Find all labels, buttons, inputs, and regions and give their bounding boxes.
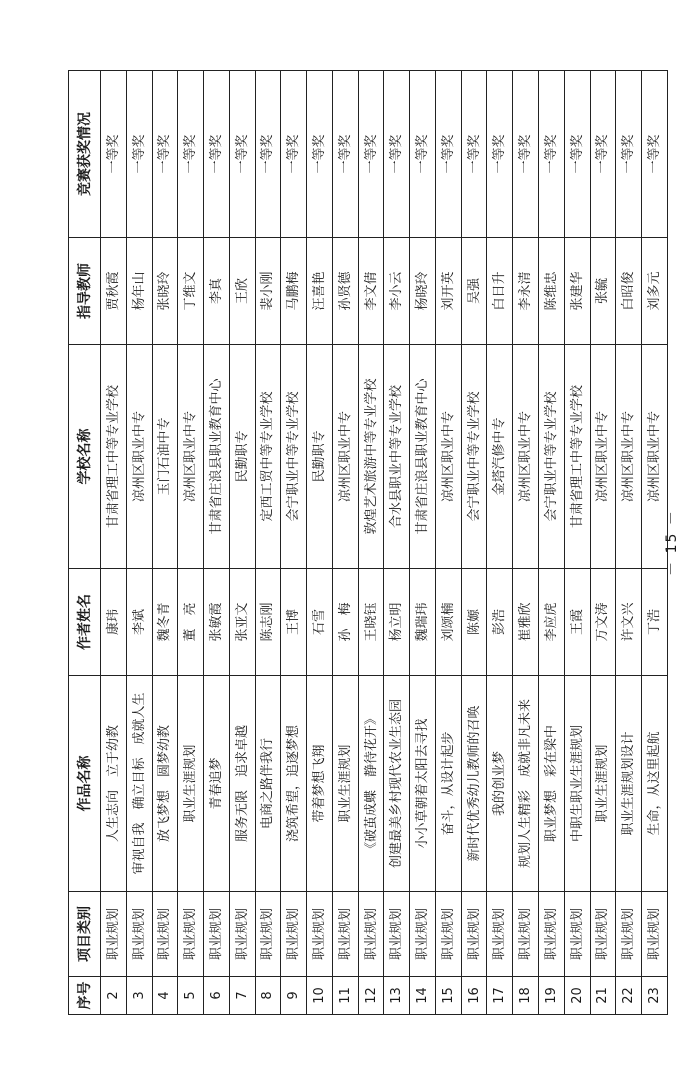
cell-author: 魏冬青 xyxy=(152,569,178,676)
cell-school: 合水县职业中等专业学校 xyxy=(384,345,410,569)
cell-author: 刘颂楠 xyxy=(435,569,461,676)
cell-teacher: 白昭俊 xyxy=(616,238,642,345)
cell-teacher: 杨年山 xyxy=(126,238,152,345)
cell-author: 康玮 xyxy=(101,569,127,676)
cell-award: 一等奖 xyxy=(332,71,358,238)
cell-category: 职业规划 xyxy=(126,892,152,977)
cell-award: 一等奖 xyxy=(384,71,410,238)
cell-award: 一等奖 xyxy=(590,71,616,238)
cell-author: 陈嫄 xyxy=(461,569,487,676)
cell-school: 凉州区职业中专 xyxy=(435,345,461,569)
table-row xyxy=(513,71,539,1015)
table-row xyxy=(332,71,358,1015)
cell-work: 生命，从这里起航 xyxy=(642,676,668,892)
cell-work: 新时代优秀幼儿教师的召唤 xyxy=(461,676,487,892)
cell-school: 定西工贸中等专业学校 xyxy=(255,345,281,569)
cell-teacher: 刘开英 xyxy=(435,238,461,345)
cell-no: 2 xyxy=(101,977,127,1015)
cell-award: 一等奖 xyxy=(178,71,204,238)
table-body xyxy=(101,71,668,1015)
cell-no: 4 xyxy=(152,977,178,1015)
cell-school: 凉州区职业中专 xyxy=(616,345,642,569)
cell-author: 王晓钰 xyxy=(358,569,384,676)
cell-category: 职业规划 xyxy=(487,892,513,977)
cell-author: 张亚文 xyxy=(229,569,255,676)
cell-school: 民勤职专 xyxy=(307,345,333,569)
cell-author: 陈志刚 xyxy=(255,569,281,676)
table-row xyxy=(564,71,590,1015)
cell-work: 我的创业梦 xyxy=(487,676,513,892)
cell-no: 14 xyxy=(410,977,436,1015)
cell-category: 职业规划 xyxy=(461,892,487,977)
cell-teacher: 张晓玲 xyxy=(152,238,178,345)
cell-author: 彭浩 xyxy=(487,569,513,676)
table-row xyxy=(410,71,436,1015)
cell-author: 李应虎 xyxy=(539,569,565,676)
table-row xyxy=(539,71,565,1015)
table-row xyxy=(487,71,513,1015)
awards-table xyxy=(68,70,668,1015)
table-row xyxy=(101,71,127,1015)
cell-author: 崔雅欣 xyxy=(513,569,539,676)
cell-no: 8 xyxy=(255,977,281,1015)
cell-award: 一等奖 xyxy=(539,71,565,238)
cell-award: 一等奖 xyxy=(126,71,152,238)
cell-category: 职业规划 xyxy=(281,892,307,977)
cell-category: 职业规划 xyxy=(410,892,436,977)
cell-award: 一等奖 xyxy=(358,71,384,238)
cell-award: 一等奖 xyxy=(152,71,178,238)
cell-award: 一等奖 xyxy=(410,71,436,238)
cell-no: 3 xyxy=(126,977,152,1015)
cell-author: 王霞 xyxy=(564,569,590,676)
table-row xyxy=(229,71,255,1015)
cell-category: 职业规划 xyxy=(642,892,668,977)
cell-teacher: 孙贤德 xyxy=(332,238,358,345)
cell-work: 人生志向 立于幼教 xyxy=(101,676,127,892)
cell-category: 职业规划 xyxy=(101,892,127,977)
header-teacher: 指导教师 xyxy=(69,238,101,345)
cell-author: 魏瑞玮 xyxy=(410,569,436,676)
cell-category: 职业规划 xyxy=(564,892,590,977)
cell-category: 职业规划 xyxy=(332,892,358,977)
cell-award: 一等奖 xyxy=(564,71,590,238)
page-number: － 15 － xyxy=(664,509,680,576)
cell-work: 《破茧成蝶 静待花开》 xyxy=(358,676,384,892)
cell-no: 6 xyxy=(204,977,230,1015)
cell-teacher: 陈维忠 xyxy=(539,238,565,345)
cell-teacher: 刘多元 xyxy=(642,238,668,345)
cell-work: 职业生涯规划 xyxy=(178,676,204,892)
cell-no: 7 xyxy=(229,977,255,1015)
cell-no: 15 xyxy=(435,977,461,1015)
cell-work: 电商之路伴我行 xyxy=(255,676,281,892)
header-award: 竞赛获奖情况 xyxy=(69,71,101,238)
cell-work: 浇筑希望，追逐梦想 xyxy=(281,676,307,892)
table-row xyxy=(178,71,204,1015)
cell-teacher: 贾秋霞 xyxy=(101,238,127,345)
cell-category: 职业规划 xyxy=(358,892,384,977)
cell-award: 一等奖 xyxy=(435,71,461,238)
cell-teacher: 张毓 xyxy=(590,238,616,345)
cell-school: 会宁职业中等专业学校 xyxy=(461,345,487,569)
table-row xyxy=(281,71,307,1015)
cell-work: 青春追梦 xyxy=(204,676,230,892)
cell-award: 一等奖 xyxy=(616,71,642,238)
cell-award: 一等奖 xyxy=(513,71,539,238)
cell-category: 职业规划 xyxy=(152,892,178,977)
cell-no: 21 xyxy=(590,977,616,1015)
cell-school: 甘肃省理工中等专业学校 xyxy=(564,345,590,569)
cell-work: 职业生涯规划设计 xyxy=(616,676,642,892)
table-row xyxy=(461,71,487,1015)
cell-teacher: 李小云 xyxy=(384,238,410,345)
cell-author: 丁浩 xyxy=(642,569,668,676)
table-row xyxy=(384,71,410,1015)
cell-author: 张敏霞 xyxy=(204,569,230,676)
cell-work: 服务无限 追求卓越 xyxy=(229,676,255,892)
cell-teacher: 李永清 xyxy=(513,238,539,345)
cell-teacher: 张建华 xyxy=(564,238,590,345)
cell-work: 奋斗，从设计起步 xyxy=(435,676,461,892)
cell-category: 职业规划 xyxy=(178,892,204,977)
cell-no: 12 xyxy=(358,977,384,1015)
cell-teacher: 李真 xyxy=(204,238,230,345)
cell-award: 一等奖 xyxy=(307,71,333,238)
cell-school: 凉州区职业中专 xyxy=(126,345,152,569)
cell-award: 一等奖 xyxy=(461,71,487,238)
cell-author: 王博 xyxy=(281,569,307,676)
cell-award: 一等奖 xyxy=(101,71,127,238)
cell-school: 甘肃省理工中等专业学校 xyxy=(101,345,127,569)
cell-category: 职业规划 xyxy=(384,892,410,977)
cell-work: 审视自我 确立目标 成就人生 xyxy=(126,676,152,892)
table-header-row xyxy=(69,71,101,1015)
cell-work: 创建最美乡村现代农业生态园 xyxy=(384,676,410,892)
cell-school: 凉州区职业中专 xyxy=(332,345,358,569)
cell-author: 孙 梅 xyxy=(332,569,358,676)
cell-school: 凉州区职业中专 xyxy=(642,345,668,569)
header-author: 作者姓名 xyxy=(69,569,101,676)
cell-category: 职业规划 xyxy=(590,892,616,977)
cell-work: 职业生涯规划 xyxy=(590,676,616,892)
cell-category: 职业规划 xyxy=(513,892,539,977)
cell-school: 甘肃省庄浪县职业教育中心 xyxy=(204,345,230,569)
header-school: 学校名称 xyxy=(69,345,101,569)
cell-no: 20 xyxy=(564,977,590,1015)
cell-school: 凉州区职业中专 xyxy=(178,345,204,569)
cell-award: 一等奖 xyxy=(255,71,281,238)
cell-teacher: 吴强 xyxy=(461,238,487,345)
cell-school: 民勤职专 xyxy=(229,345,255,569)
cell-category: 职业规划 xyxy=(255,892,281,977)
cell-school: 敦煌艺术旅游中等专业学校 xyxy=(358,345,384,569)
cell-no: 5 xyxy=(178,977,204,1015)
table-row xyxy=(358,71,384,1015)
cell-school: 凉州区职业中专 xyxy=(590,345,616,569)
cell-no: 13 xyxy=(384,977,410,1015)
cell-author: 李斌 xyxy=(126,569,152,676)
cell-no: 17 xyxy=(487,977,513,1015)
header-category: 项目类别 xyxy=(69,892,101,977)
cell-category: 职业规划 xyxy=(307,892,333,977)
cell-work: 带着梦想飞翔 xyxy=(307,676,333,892)
cell-work: 小小草朝着太阳去寻找 xyxy=(410,676,436,892)
cell-category: 职业规划 xyxy=(204,892,230,977)
cell-no: 19 xyxy=(539,977,565,1015)
cell-school: 凉州区职业中专 xyxy=(513,345,539,569)
cell-no: 10 xyxy=(307,977,333,1015)
cell-teacher: 白日升 xyxy=(487,238,513,345)
cell-author: 万文涛 xyxy=(590,569,616,676)
cell-no: 22 xyxy=(616,977,642,1015)
cell-school: 甘肃省庄浪县职业教育中心 xyxy=(410,345,436,569)
cell-no: 16 xyxy=(461,977,487,1015)
cell-category: 职业规划 xyxy=(539,892,565,977)
cell-award: 一等奖 xyxy=(204,71,230,238)
cell-category: 职业规划 xyxy=(616,892,642,977)
cell-teacher: 汪喜艳 xyxy=(307,238,333,345)
cell-no: 23 xyxy=(642,977,668,1015)
table-row xyxy=(204,71,230,1015)
cell-school: 玉门石油中专 xyxy=(152,345,178,569)
table-row xyxy=(126,71,152,1015)
cell-school: 金塔汽修中专 xyxy=(487,345,513,569)
cell-teacher: 李文倩 xyxy=(358,238,384,345)
cell-school: 会宁职业中等专业学校 xyxy=(281,345,307,569)
cell-award: 一等奖 xyxy=(281,71,307,238)
cell-school: 会宁职业中等专业学校 xyxy=(539,345,565,569)
cell-work: 中职生职业生涯规划 xyxy=(564,676,590,892)
cell-teacher: 裴小刚 xyxy=(255,238,281,345)
cell-award: 一等奖 xyxy=(229,71,255,238)
cell-category: 职业规划 xyxy=(229,892,255,977)
cell-author: 董 亮 xyxy=(178,569,204,676)
cell-author: 杨立明 xyxy=(384,569,410,676)
table-row xyxy=(152,71,178,1015)
cell-award: 一等奖 xyxy=(642,71,668,238)
header-no: 序号 xyxy=(69,977,101,1015)
cell-work: 职业生涯规划 xyxy=(332,676,358,892)
cell-work: 职业梦想 彩在梁中 xyxy=(539,676,565,892)
table-row xyxy=(307,71,333,1015)
cell-work: 放飞梦想 圆梦幼教 xyxy=(152,676,178,892)
cell-category: 职业规划 xyxy=(435,892,461,977)
cell-teacher: 王欣 xyxy=(229,238,255,345)
cell-work: 规划人生精彩 成就非凡未来 xyxy=(513,676,539,892)
cell-teacher: 杨晓玲 xyxy=(410,238,436,345)
cell-teacher: 马鹏梅 xyxy=(281,238,307,345)
cell-author: 石雪 xyxy=(307,569,333,676)
cell-no: 9 xyxy=(281,977,307,1015)
table-row xyxy=(435,71,461,1015)
table-row xyxy=(255,71,281,1015)
header-work: 作品名称 xyxy=(69,676,101,892)
cell-teacher: 丁维文 xyxy=(178,238,204,345)
cell-no: 18 xyxy=(513,977,539,1015)
cell-author: 许文兴 xyxy=(616,569,642,676)
table-row xyxy=(590,71,616,1015)
cell-no: 11 xyxy=(332,977,358,1015)
cell-award: 一等奖 xyxy=(487,71,513,238)
table-row xyxy=(616,71,642,1015)
